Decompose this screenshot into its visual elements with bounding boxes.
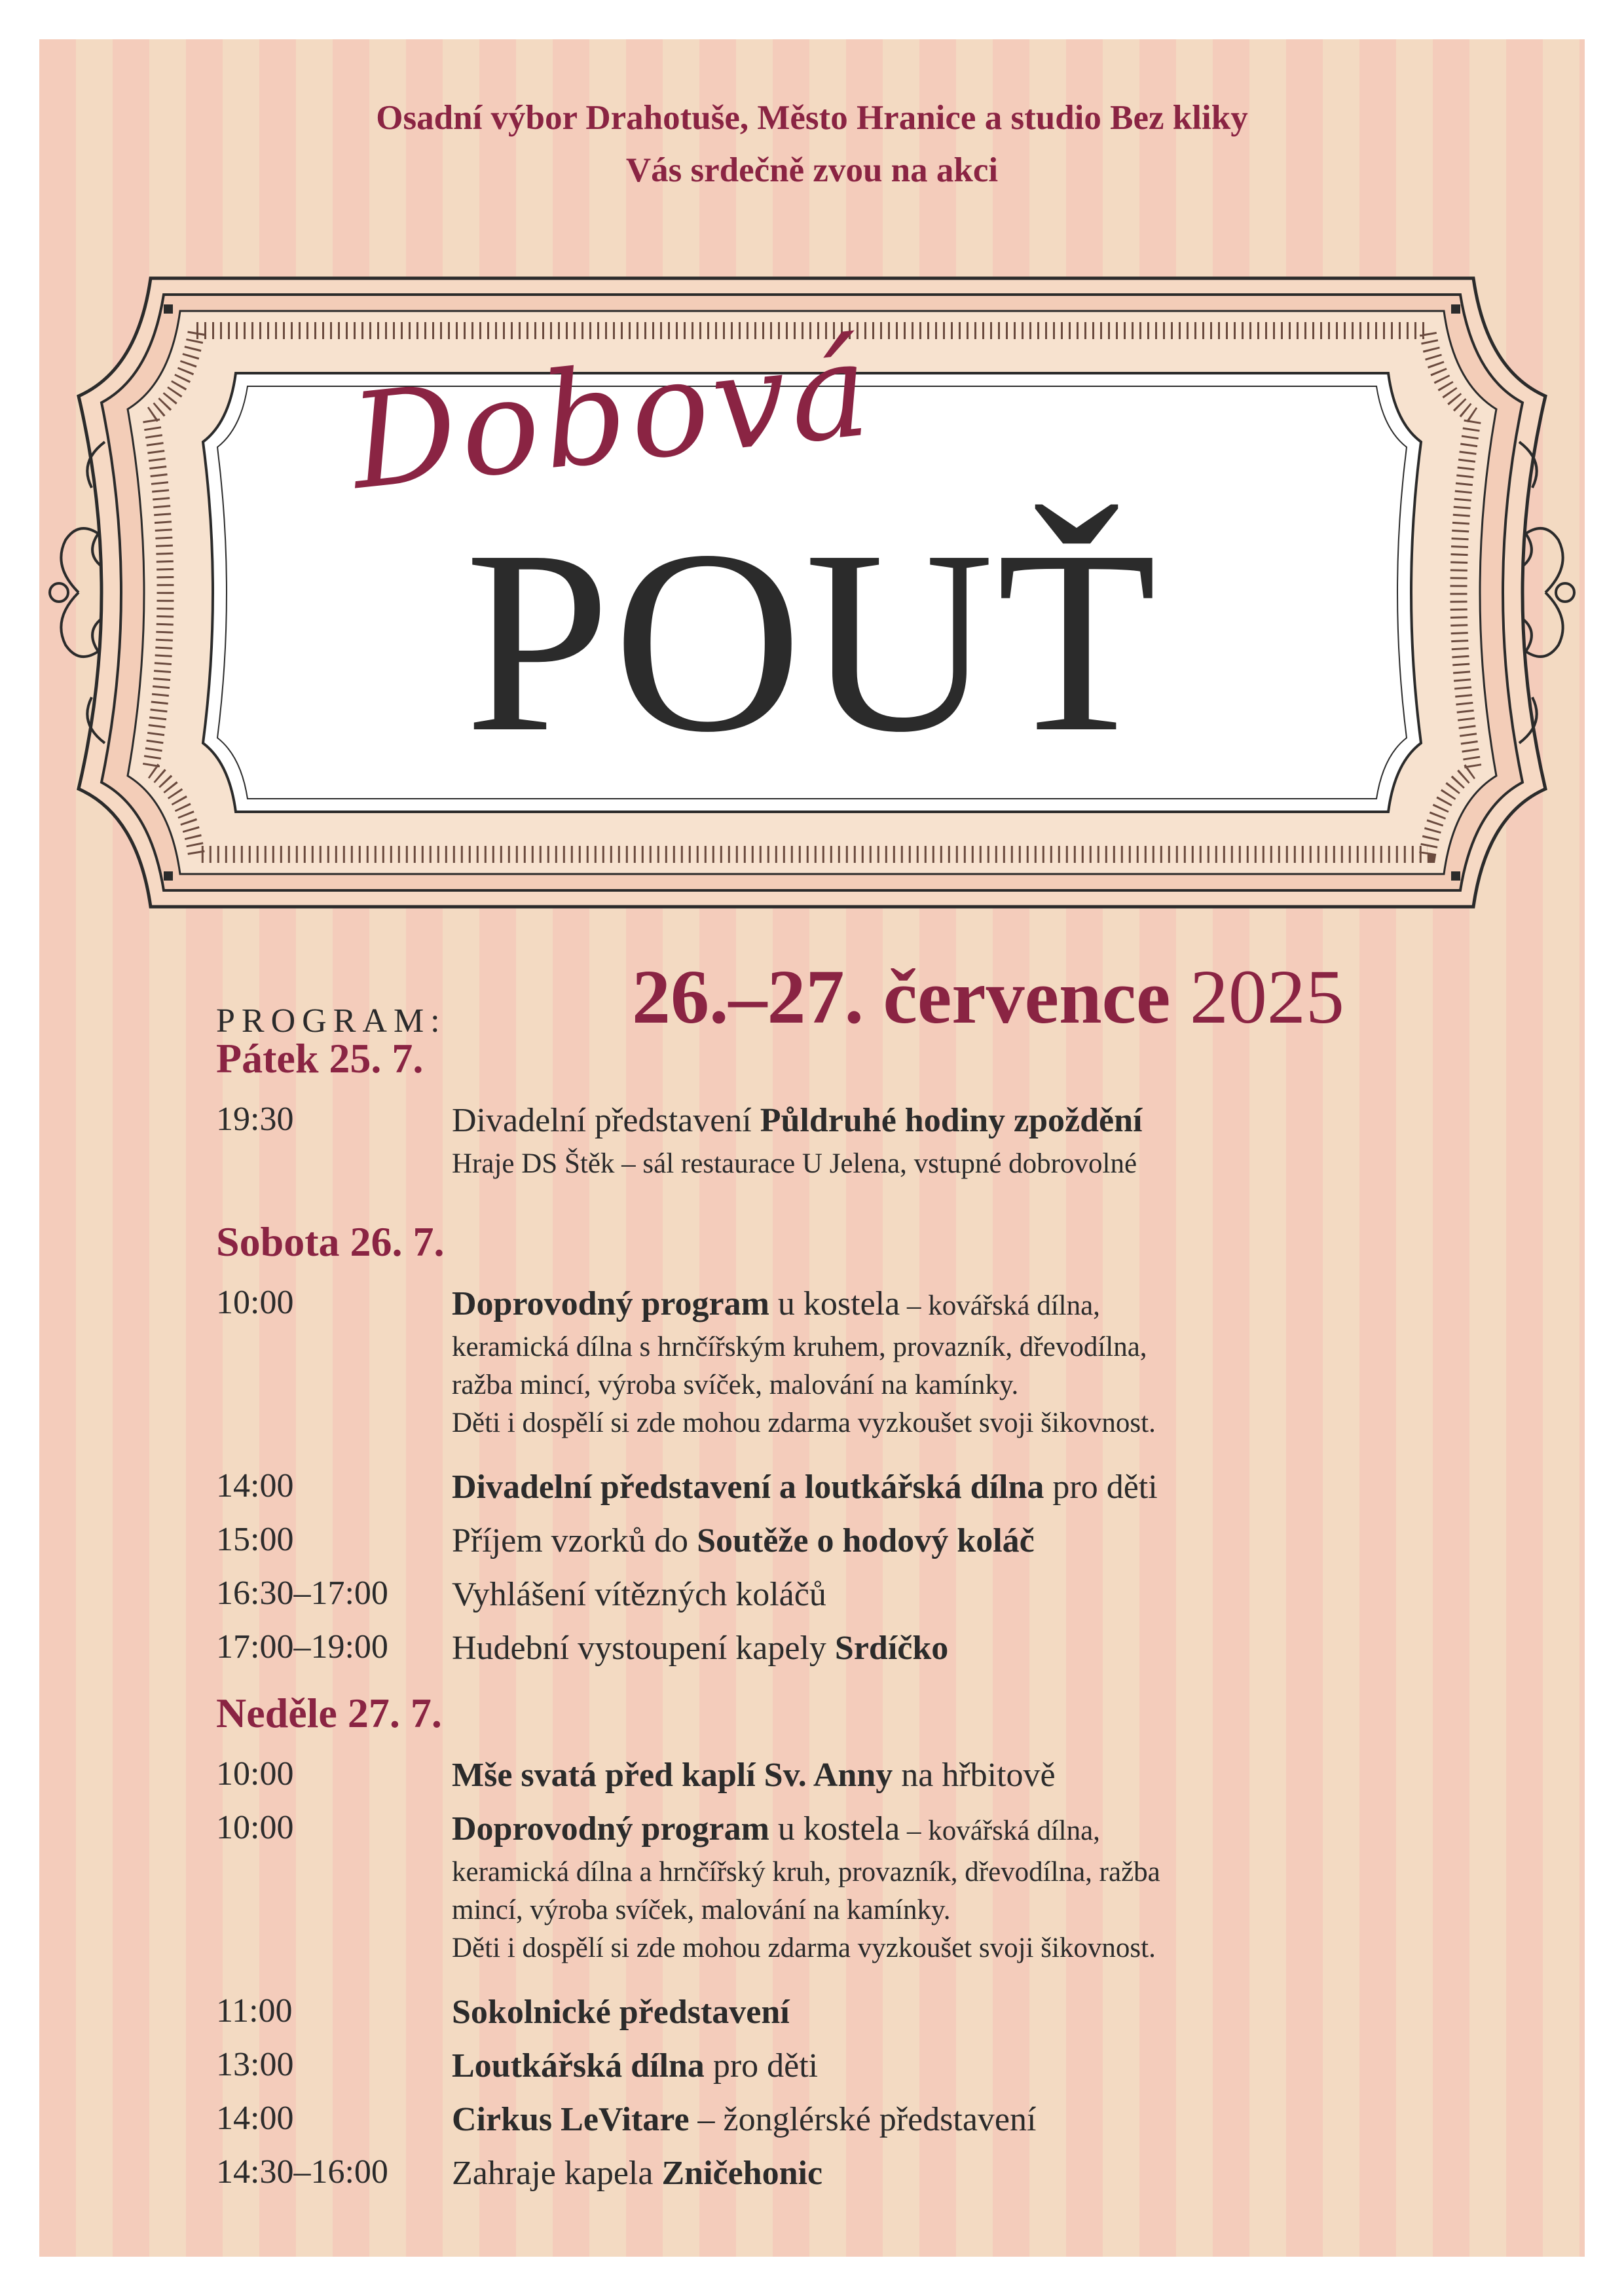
day-heading: Sobota 26. 7. [216,1218,445,1265]
item-detail-line: Děti i dospělí si zde mohou zdarma vyzkoušet svoji šikovnost. [452,1933,1156,1963]
item-text: Vyhlášení vítězných koláčů [452,1576,826,1613]
item-text: Zahraje kapela [452,2155,662,2192]
item-text-after: u kostela [769,1810,900,1848]
item-text: Hudební vystoupení kapely [452,1630,835,1667]
item-description [452,1520,1035,1562]
item-text-small: – kovářská dílna, [900,1815,1100,1846]
item-highlight: Mše svatá před kaplí Sv. Anny [452,1757,893,1794]
event-date-year: 2025 [1170,954,1344,1040]
item-highlight: Srdíčko [834,1630,949,1667]
item-highlight: Zničehonic [661,2155,823,2192]
item-highlight: Doprovodný program [452,1285,769,1322]
item-time: 17:00–19:00 [216,1628,388,1666]
item-time: 13:00 [216,2046,294,2083]
item-text-after: pro děti [1044,1468,1158,1506]
item-detail-line: keramická dílna a hrnčířský kruh, provazník, dřevodílna, ražba [452,1857,1160,1887]
item-description [452,1283,1100,1327]
item-time: 16:30–17:00 [216,1575,388,1612]
item-time: 10:00 [216,1755,294,1793]
program-label: PROGRAM: [216,1002,447,1040]
item-time: 14:30–16:00 [216,2153,388,2191]
item-time: 10:00 [216,1809,294,1846]
item-description [452,1574,826,1616]
item-text-after: – žonglérské představení [689,2101,1037,2138]
event-date-days: 26.–27. července [632,954,1171,1040]
item-highlight: Loutkářská dílna [452,2047,705,2085]
event-date [632,953,1344,1042]
invitation-line: Vás srdečně zvou na akci [625,151,999,189]
item-text: Příjem vzorků do [452,1522,697,1559]
item-description [452,1755,1056,1796]
title-main: POUŤ [464,496,1160,786]
day-heading: Pátek 25. 7. [216,1035,424,1082]
item-detail-line: mincí, výroba svíček, malování na kamínky. [452,1895,951,1925]
item-highlight: Půldruhé hodiny zpoždění [760,1102,1143,1139]
item-highlight: Divadelní představení a loutkářská dílna [452,1468,1044,1506]
item-time: 14:00 [216,2100,294,2137]
item-description [452,1467,1158,1508]
title-script: Dobová [344,312,880,519]
item-detail-line: Hraje DS Štěk – sál restaurace U Jelena, vstupné dobrovolné [452,1148,1137,1179]
day-heading: Neděle 27. 7. [216,1690,442,1736]
item-description [452,2153,822,2195]
item-text-small: – kovářská dílna, [900,1290,1100,1321]
item-description [452,1992,790,2033]
item-text: Divadelní představení [452,1102,760,1139]
item-detail-line: keramická dílna s hrnčířským kruhem, provazník, dřevodílna, [452,1332,1147,1362]
item-time: 15:00 [216,1521,294,1558]
item-highlight: Sokolnické představení [452,1994,790,2031]
item-description [452,2099,1036,2141]
item-time: 10:00 [216,1284,294,1321]
item-time: 11:00 [216,1992,293,2030]
item-highlight: Cirkus LeVitare [452,2101,690,2138]
item-description [452,1100,1142,1142]
item-highlight: Doprovodný program [452,1810,769,1848]
item-highlight: Soutěže o hodový koláč [697,1522,1035,1559]
item-text-after: na hřbitově [893,1757,1056,1794]
item-text-after: u kostela [769,1285,900,1322]
item-time: 19:30 [216,1101,294,1138]
item-text-after: pro děti [704,2047,819,2085]
item-description [452,1808,1100,1852]
item-description [452,1628,948,1669]
item-description [452,2045,818,2087]
poster [39,39,1585,2257]
organizers-line: Osadní výbor Drahotuše, Město Hranice a studio Bez kliky [376,99,1248,137]
item-detail-line: Děti i dospělí si zde mohou zdarma vyzkoušet svoji šikovnost. [452,1408,1156,1438]
item-detail-line: ražba mincí, výroba svíček, malování na kamínky. [452,1370,1019,1400]
item-time: 14:00 [216,1467,294,1504]
